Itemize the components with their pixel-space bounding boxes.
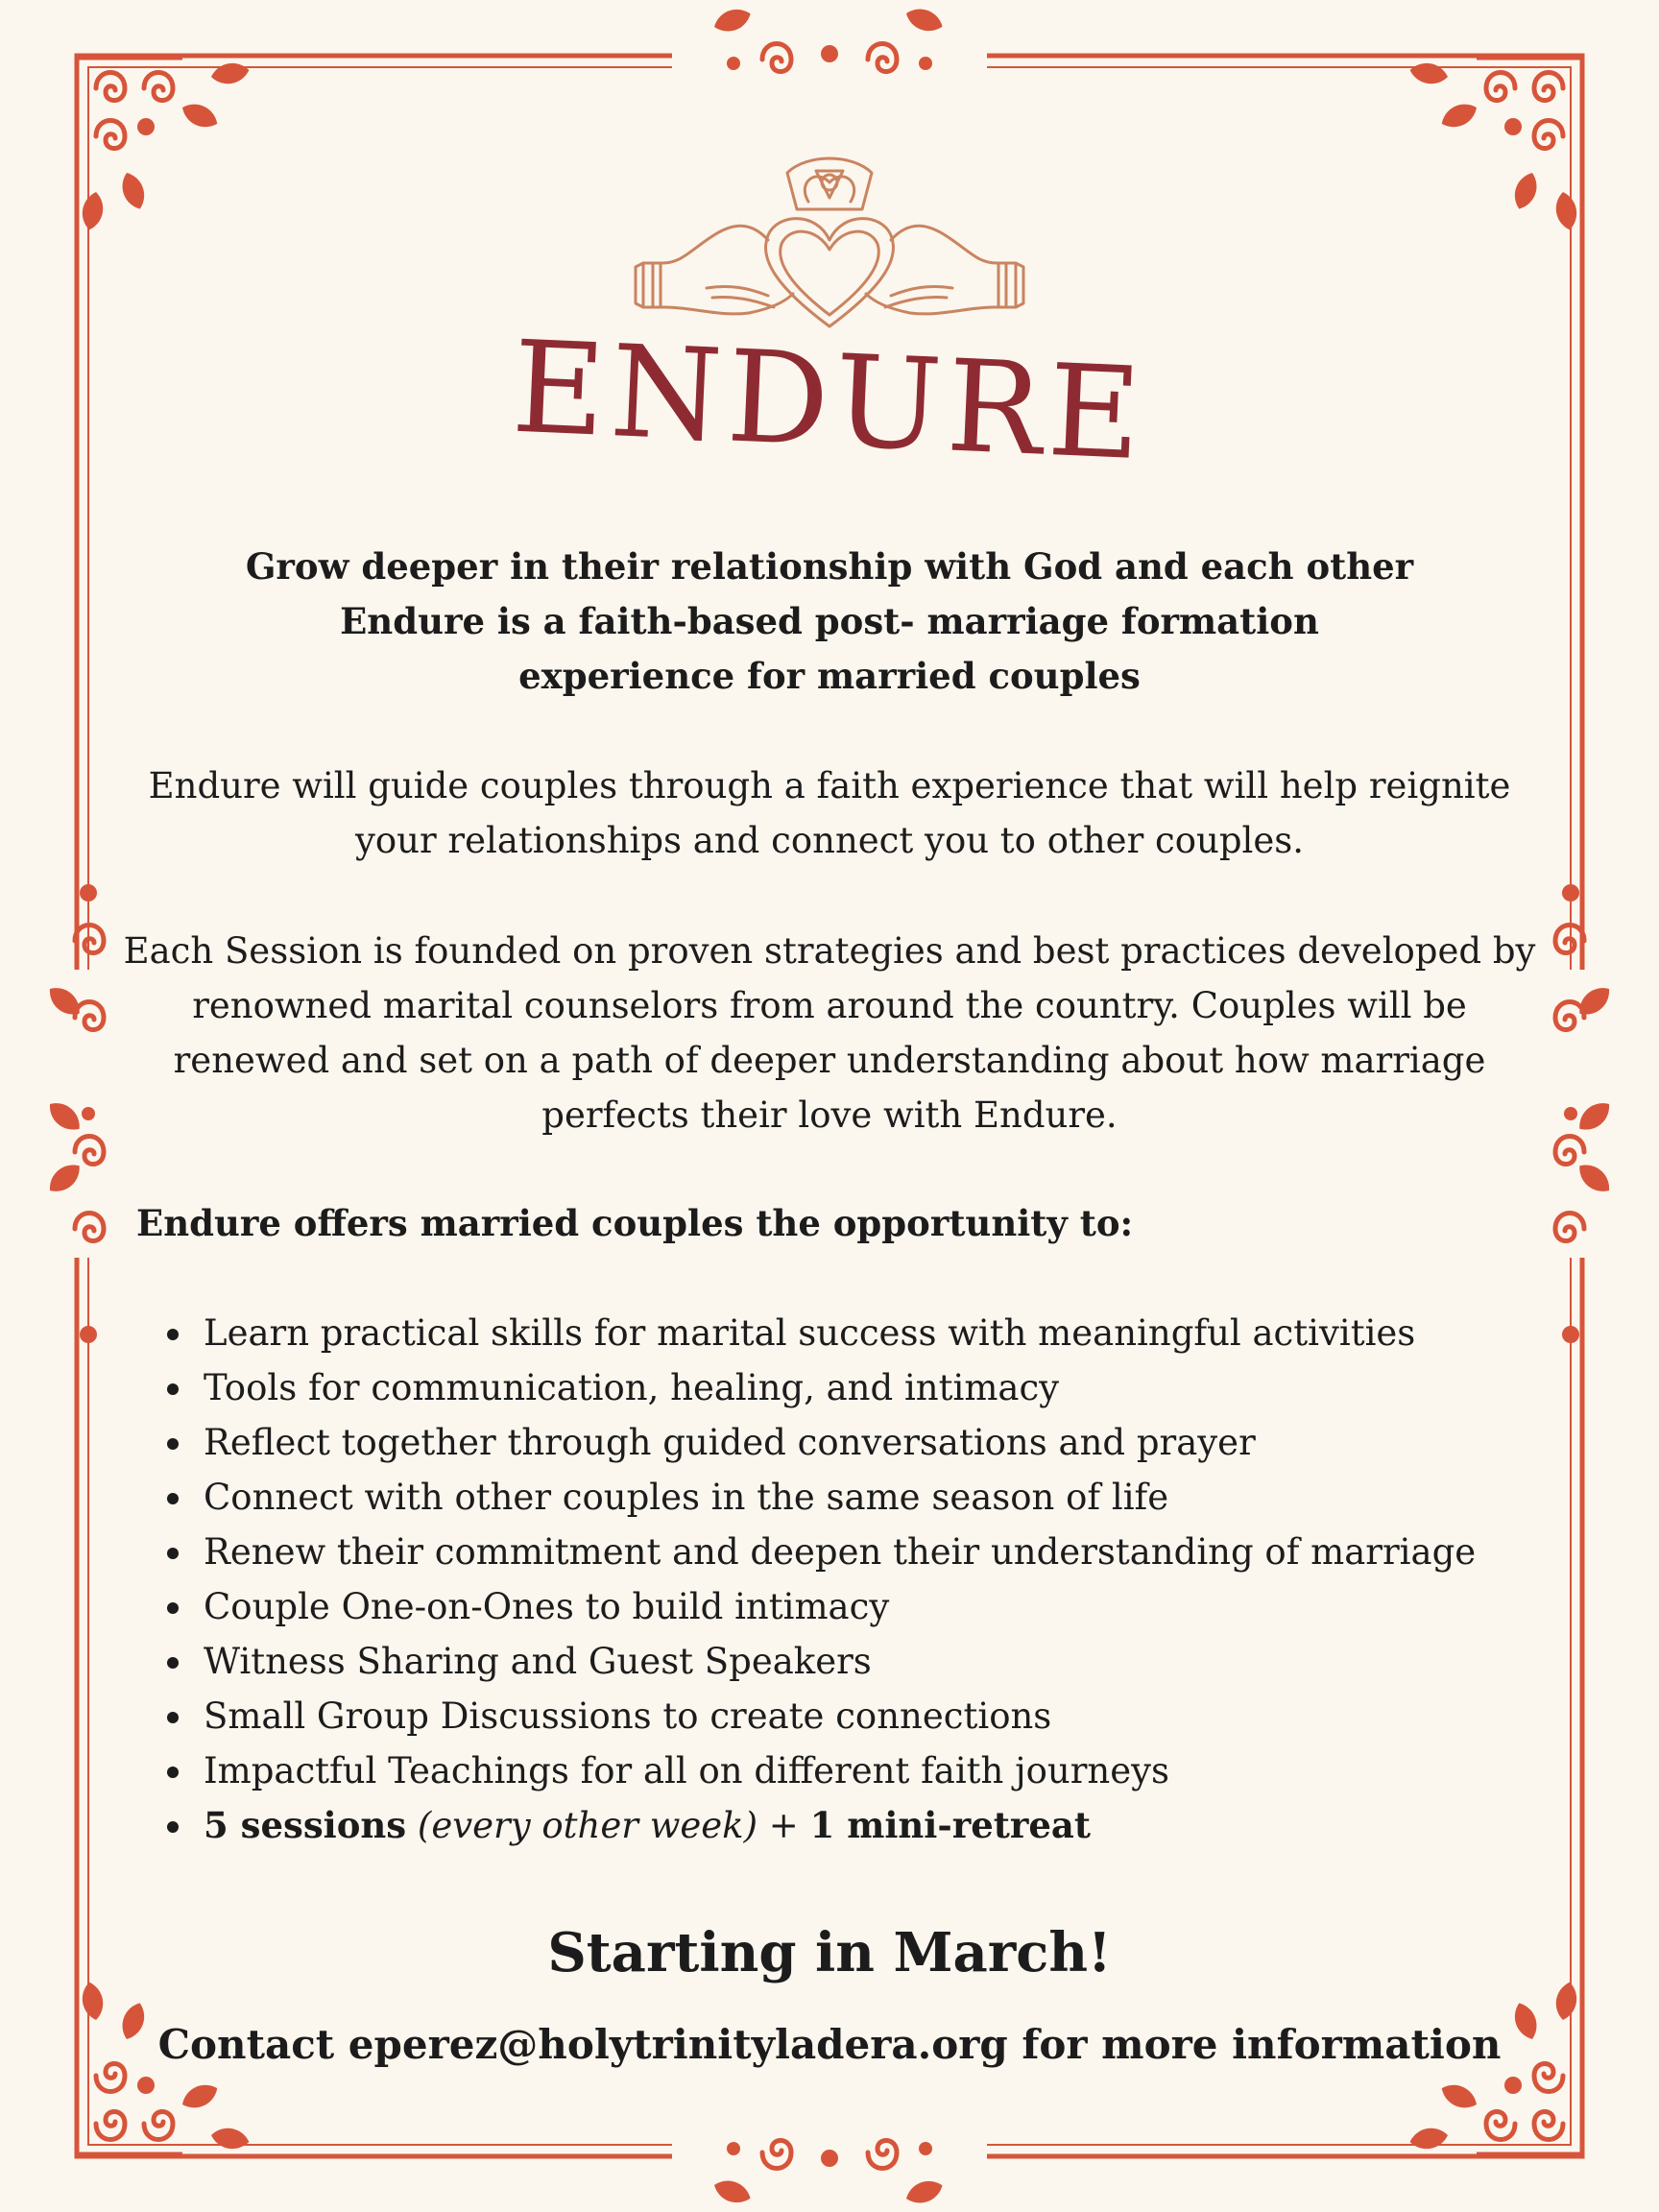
offers-list [165,1306,1476,1853]
list-item: Renew their commitment and deepen their understanding of marriage [165,1525,1476,1579]
intro-block [0,540,1659,704]
list-item: Impactful Teachings for all on different faith journeys [165,1743,1476,1798]
contact-line: Contact eperez@holytrinityladera.org for more information [157,2021,1502,2068]
paragraph-line: Each Session is founded on proven strategies and best practices developed by [123,930,1536,972]
sessions-frequency: (every other week) [417,1805,758,1846]
paragraph-line: Endure will guide couples through a faith experience that will help reignite [148,765,1511,806]
paragraph-line: your relationships and connect you to other couples. [354,820,1305,861]
corner-ornament-top-left [77,58,251,231]
start-announcement: Starting in March! [547,1921,1112,1984]
sessions-count: 5 sessions [204,1804,407,1846]
list-item: Learn practical skills for marital success with meaningful activities [165,1306,1476,1360]
list-item: Witness Sharing and Guest Speakers [165,1634,1476,1689]
intro-line: Endure is a faith-based post- marriage formation [340,600,1319,642]
list-item: Connect with other couples in the same season of life [165,1470,1476,1525]
page-title: ENDURE [509,313,1150,490]
sessions-paragraph [0,924,1659,1142]
plus-sign: + [768,1805,799,1846]
paragraph-line: perfects their love with Endure. [541,1094,1118,1136]
list-item: Tools for communication, healing, and intimacy [165,1360,1476,1415]
paragraph-line: renowned marital counselors from around the country. Couples will be [192,985,1467,1026]
paragraph-line: renewed and set on a path of deeper understanding about how marriage [173,1040,1486,1081]
offers-heading: Endure offers married couples the opportunity to: [136,1202,1134,1244]
list-item-schedule [165,1798,1476,1853]
claddagh-icon [624,144,1035,336]
intro-line: Grow deeper in their relationship with God and each other [245,545,1414,588]
intro-line: experience for married couples [518,655,1141,697]
corner-ornament-top-right [1408,58,1582,231]
list-item: Couple One-on-Ones to build intimacy [165,1579,1476,1634]
description-paragraph [0,758,1659,868]
retreat-count: 1 mini-retreat [809,1804,1091,1846]
list-item: Reflect together through guided conversations and prayer [165,1415,1476,1470]
list-item: Small Group Discussions to create connections [165,1689,1476,1743]
